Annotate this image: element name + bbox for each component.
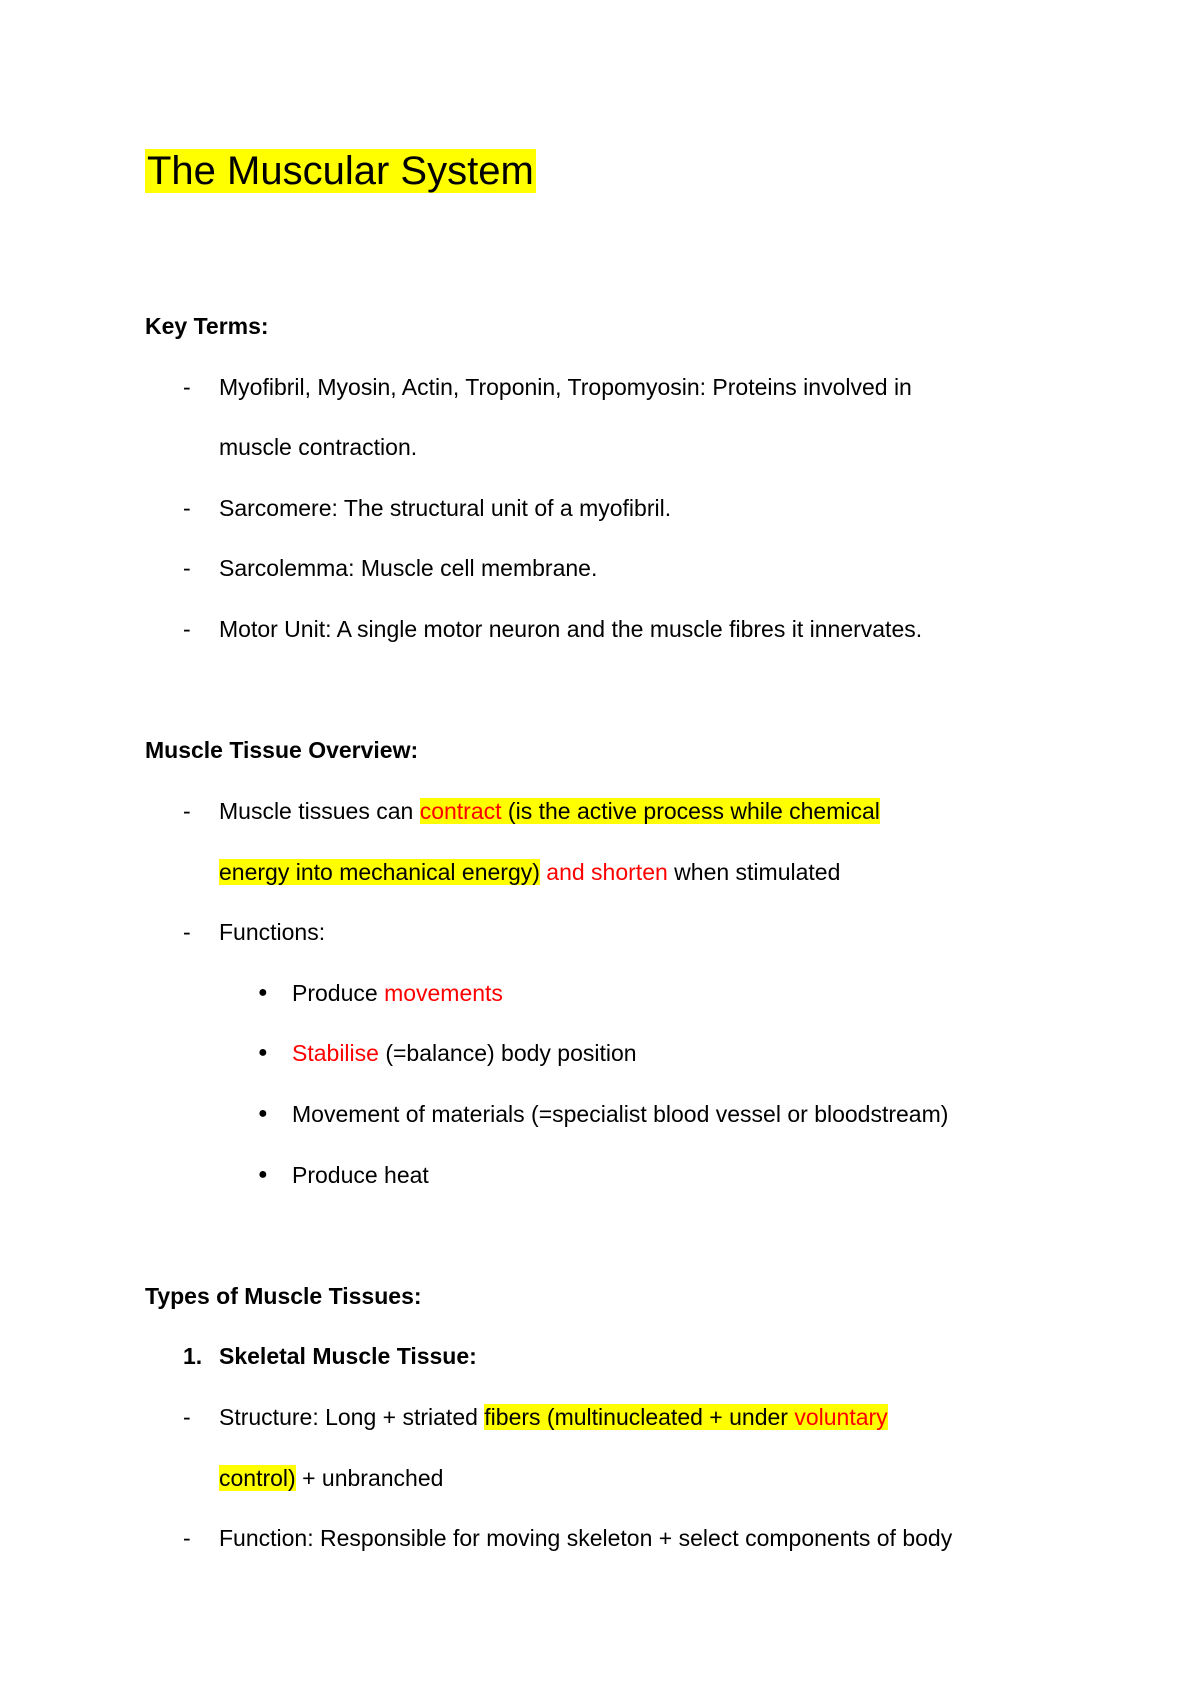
list-dash: - [183, 374, 191, 400]
skeletal-structure-line-1 [219, 1402, 888, 1432]
list-dash: - [183, 798, 191, 824]
key-terms-heading: Key Terms: [145, 313, 269, 339]
skeletal-structure-text: Structure: Long + striated [219, 1404, 485, 1430]
list-dash: - [183, 1404, 191, 1430]
function-item-2-text: (=balance) body position [378, 1040, 637, 1066]
bullet-icon: ● [258, 1166, 268, 1183]
key-term-item-1: Myofibril, Myosin, Actin, Troponin, Tropomyosin: Proteins involved in [219, 374, 912, 400]
function-item-1 [292, 978, 503, 1008]
overview-shorten-term: and shorten [539, 859, 668, 885]
bullet-icon: ● [258, 984, 268, 1001]
function-stabilise-term: Stabilise [292, 1040, 379, 1066]
function-item-3: Movement of materials (=specialist blood vessel or bloodstream) [292, 1101, 949, 1127]
list-number: 1. [183, 1343, 203, 1369]
key-term-item-1-continued: muscle contraction. [219, 434, 418, 460]
function-item-1-text: Produce [292, 980, 385, 1006]
overview-line-1-text: Muscle tissues can [219, 798, 420, 824]
key-term-item-2: Sarcomere: The structural unit of a myofibril. [219, 495, 672, 521]
key-term-item-3: Sarcolemma: Muscle cell membrane. [219, 555, 598, 581]
document-title-text: The Muscular System [147, 149, 534, 193]
function-item-4: Produce heat [292, 1162, 429, 1188]
overview-line-2-text: when stimulated [667, 859, 841, 885]
skeletal-structure-line-2 [219, 1463, 443, 1493]
list-dash: - [183, 555, 191, 581]
skeletal-function-line: Function: Responsible for moving skeleton + select components of body [219, 1525, 953, 1551]
document-title [145, 145, 536, 197]
skeletal-voluntary-term: voluntary [794, 1404, 888, 1430]
key-term-item-4: Motor Unit: A single motor neuron and the muscle fibres it innervates. [219, 616, 923, 642]
overview-contract-explanation: (is the active process while chemical [501, 798, 880, 824]
overview-energy-explanation: energy into mechanical energy) [219, 859, 540, 885]
bullet-icon: ● [258, 1105, 268, 1122]
overview-heading: Muscle Tissue Overview: [145, 737, 419, 763]
skeletal-control-highlight: control) [219, 1465, 296, 1491]
list-dash: - [183, 616, 191, 642]
skeletal-unbranched-text: + unbranched [295, 1465, 444, 1491]
types-heading: Types of Muscle Tissues: [145, 1283, 422, 1309]
list-dash: - [183, 1525, 191, 1551]
skeletal-muscle-subheading: Skeletal Muscle Tissue: [219, 1343, 477, 1369]
bullet-icon: ● [258, 1044, 268, 1061]
overview-line-1 [219, 796, 880, 826]
skeletal-fibers-highlight: fibers (multinucleated + under [484, 1404, 795, 1430]
list-dash: - [183, 495, 191, 521]
function-item-2 [292, 1038, 637, 1068]
overview-contract-term: contract [419, 798, 502, 824]
function-movements-term: movements [384, 980, 503, 1006]
functions-label: Functions: [219, 919, 326, 945]
overview-line-2 [219, 857, 840, 887]
list-dash: - [183, 919, 191, 945]
